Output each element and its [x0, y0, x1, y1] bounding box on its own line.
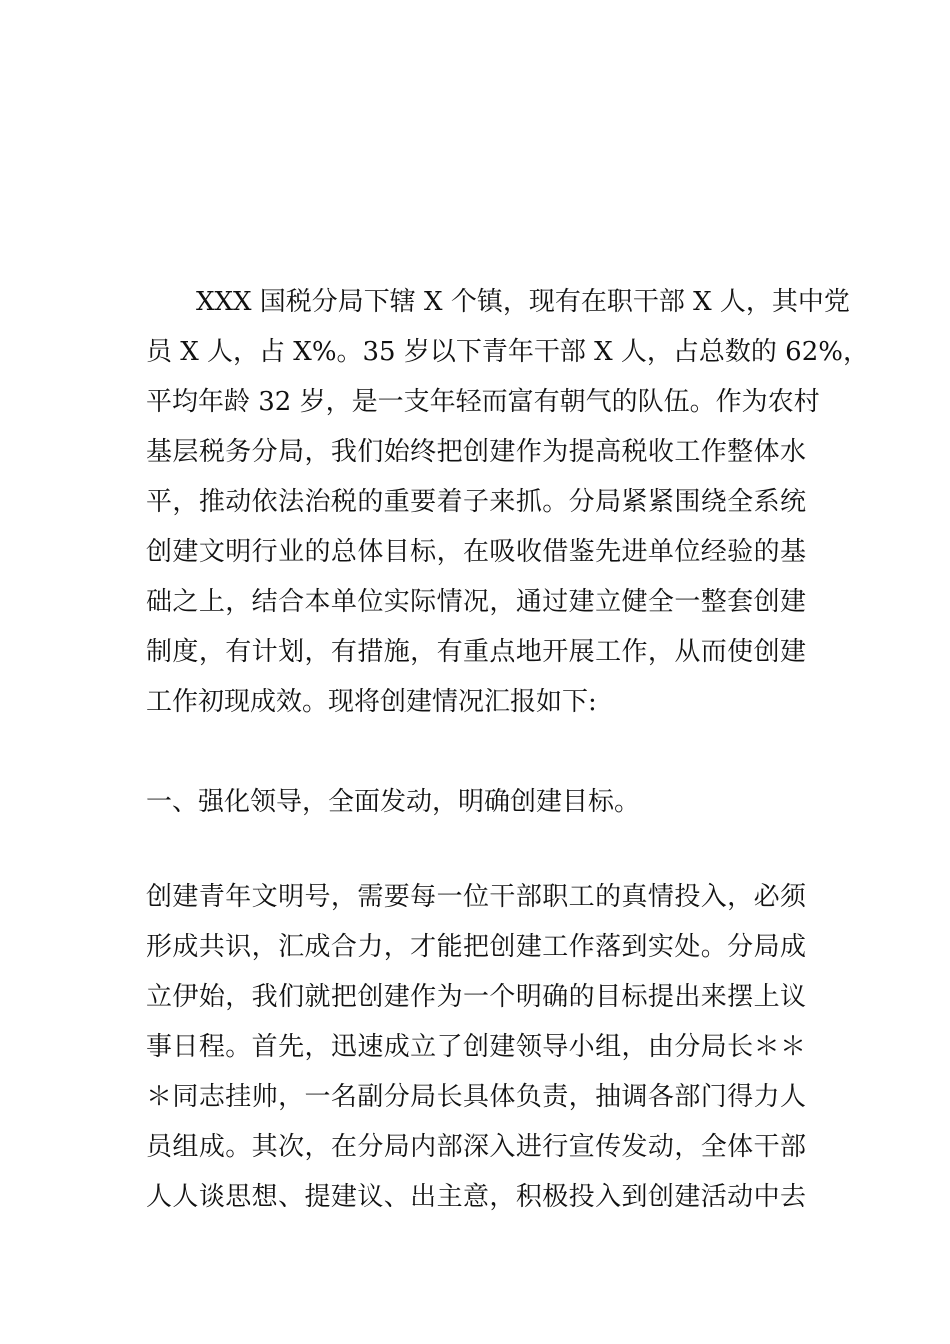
paragraph-2-line-4: 事日程。首先，迅速成立了创建领导小组，由分局长＊＊ [146, 1032, 806, 1062]
paragraph-1-line-3: 平均年龄 32 岁，是一支年轻而富有朝气的队伍。作为农村 [146, 387, 820, 417]
paragraph-2-line-2: 形成共识，汇成合力，才能把创建工作落到实处。分局成 [146, 932, 806, 962]
paragraph-1-line-1: XXX 国税分局下辖 X 个镇，现有在职干部 X 人，其中党 [196, 287, 850, 317]
paragraph-1-line-2: 员 X 人，占 X%。35 岁以下青年干部 X 人，占总数的 62%， [146, 337, 869, 367]
paragraph-2-line-7: 人人谈思想、提建议、出主意，积极投入到创建活动中去 [146, 1182, 806, 1212]
paragraph-1-line-6: 创建文明行业的总体目标，在吸收借鉴先进单位经验的基 [146, 537, 806, 567]
paragraph-2-line-1: 创建青年文明号，需要每一位干部职工的真情投入，必须 [146, 882, 806, 912]
paragraph-1-line-8: 制度，有计划，有措施，有重点地开展工作，从而使创建 [146, 637, 806, 667]
paragraph-1-line-9: 工作初现成效。现将创建情况汇报如下: [146, 687, 597, 717]
paragraph-2-line-3: 立伊始，我们就把创建作为一个明确的目标提出来摆上议 [146, 982, 806, 1012]
paragraph-2-line-5: ＊同志挂帅，一名副分局长具体负责，抽调各部门得力人 [146, 1082, 806, 1112]
paragraph-2-line-6: 员组成。其次，在分局内部深入进行宣传发动，全体干部 [146, 1132, 806, 1162]
paragraph-1-line-4: 基层税务分局，我们始终把创建作为提高税收工作整体水 [146, 437, 806, 467]
paragraph-1-line-7: 础之上，结合本单位实际情况，通过建立健全一整套创建 [146, 587, 806, 617]
paragraph-1-line-5: 平，推动依法治税的重要着子来抓。分局紧紧围绕全系统 [146, 487, 806, 517]
section-heading: 一、强化领导，全面发动，明确创建目标。 [146, 787, 641, 817]
